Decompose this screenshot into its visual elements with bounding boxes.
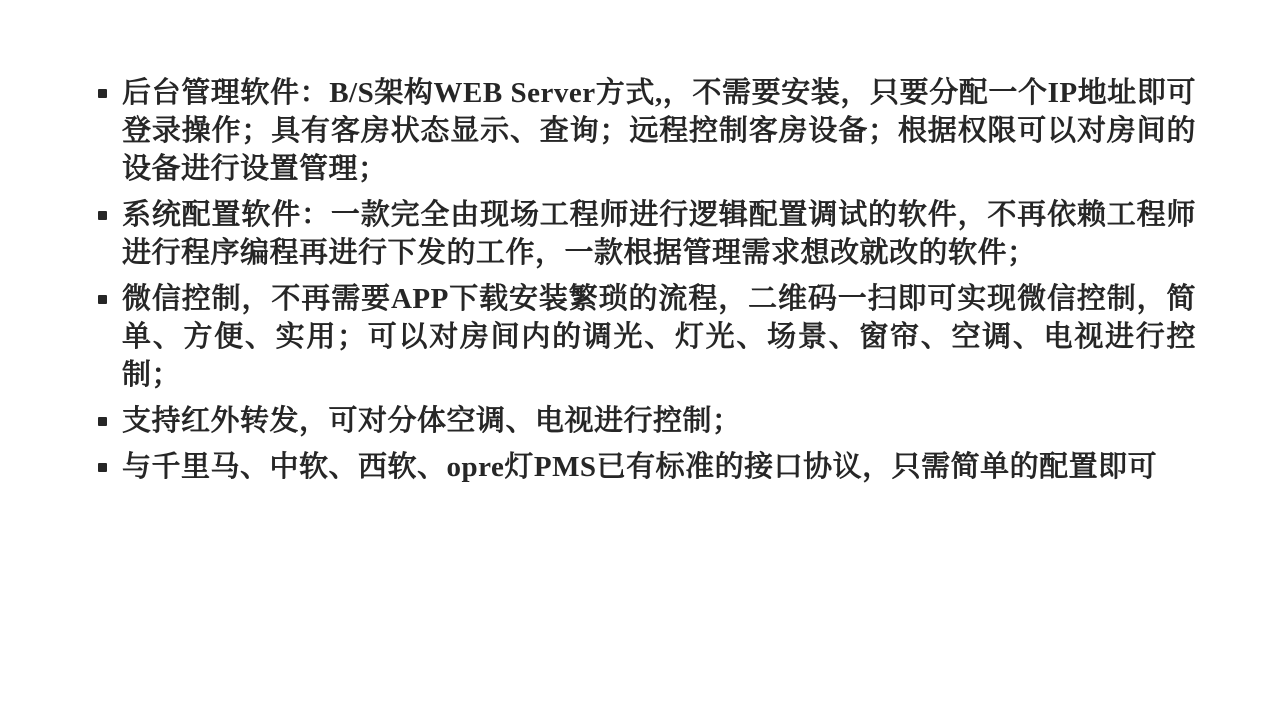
bullet-icon [98, 417, 107, 426]
bullet-text: 系统配置软件：一款完全由现场工程师进行逻辑配置调试的软件，不再依赖工程师进行程序编程再进行下发的工作，一款根据管理需求想改就改的软件； [122, 199, 1196, 269]
bullet-text: 与千里马、中软、西软、opre灯PMS已有标准的接口协议，只需简单的配置即可 [122, 451, 1158, 483]
bullet-icon [98, 463, 107, 472]
bullet-text: 微信控制，不再需要APP下载安装繁琐的流程，二维码一扫即可实现微信控制，简单、方便、实用；可以对房间内的调光、灯光、场景、窗帘、空调、电视进行控制； [122, 283, 1196, 391]
bullet-list [96, 74, 1196, 494]
bullet-item [96, 448, 1196, 486]
bullet-item [96, 74, 1196, 188]
bullet-text: 后台管理软件：B/S架构WEB Server方式,，不需要安装，只要分配一个IP地址即可登录操作；具有客房状态显示、查询；远程控制客房设备；根据权限可以对房间的设备进行设置管理； [122, 77, 1196, 185]
bullet-icon [98, 89, 107, 98]
bullet-icon [98, 295, 107, 304]
bullet-icon [98, 211, 107, 220]
bullet-text: 支持红外转发，可对分体空调、电视进行控制； [122, 405, 742, 437]
bullet-item [96, 196, 1196, 272]
bullet-item [96, 402, 1196, 440]
bullet-item [96, 280, 1196, 394]
